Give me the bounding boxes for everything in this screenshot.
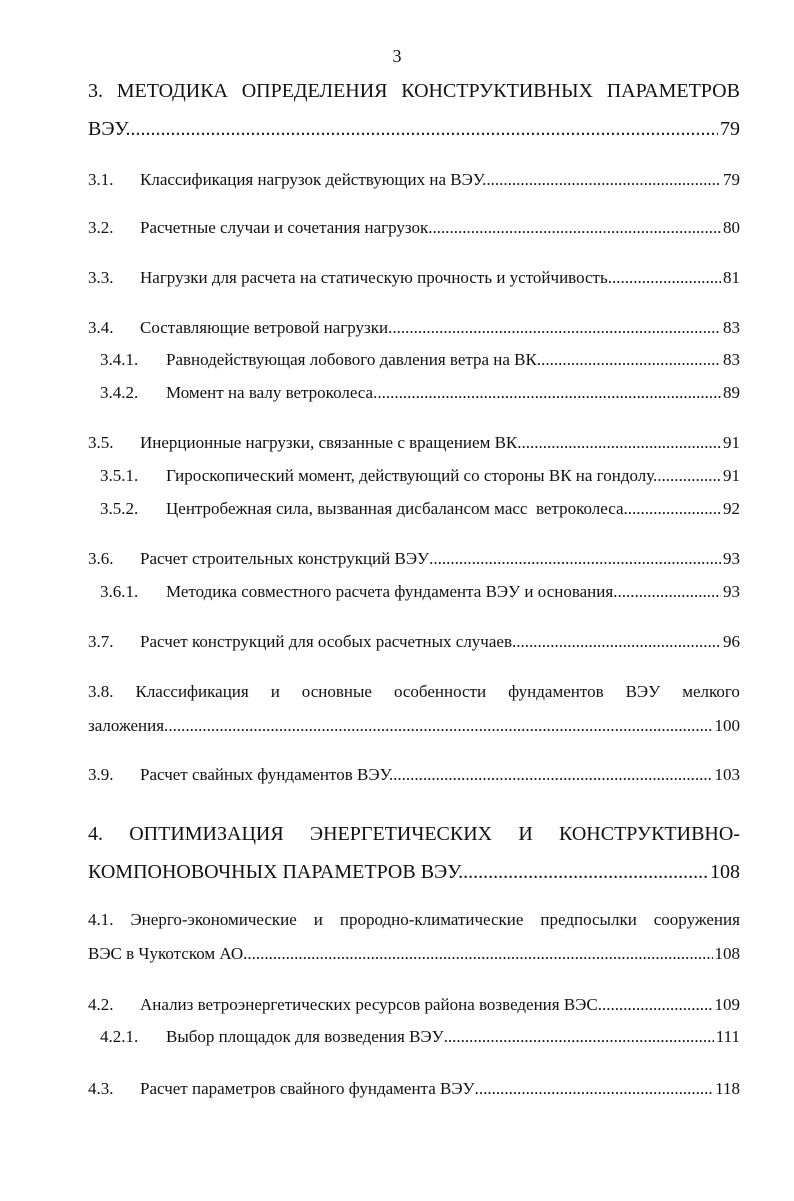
toc-num: 3.4. <box>88 318 114 337</box>
toc-entry-3-2 <box>88 218 740 242</box>
toc-entry-4-1-heading <box>88 910 740 934</box>
toc-chapter-4-word: ЭНЕРГЕТИЧЕСКИХ <box>309 823 493 845</box>
leader-dots <box>612 268 721 288</box>
toc-title: Момент на валу ветроколеса. <box>166 383 378 402</box>
leader-dots <box>486 170 721 190</box>
toc-entry-3-8-word: фундаментов <box>508 682 604 701</box>
toc-page: 79 <box>723 170 740 189</box>
leader-dots <box>522 433 721 453</box>
toc-chapter-3-word: ОПРЕДЕЛЕНИЯ <box>241 80 388 102</box>
leader-dots <box>617 582 721 602</box>
toc-chapter-4-title-end: КОМПОНОВОЧНЫХ ПАРАМЕТРОВ ВЭУ. <box>88 861 464 883</box>
toc-entry-3-5 <box>88 433 740 457</box>
toc-page: 81 <box>723 268 740 287</box>
toc-page: 83 <box>723 350 740 369</box>
toc-entry-3-8-word: Классификация <box>135 682 249 701</box>
toc-chapter-3-title-end: ВЭУ. <box>88 118 131 140</box>
toc-entry-3-8-word: особенности <box>393 682 487 701</box>
page-number: 3 <box>392 46 402 66</box>
toc-num: 3.5.1. <box>100 466 139 485</box>
toc-chapter-3-word: КОНСТРУКТИВНЫХ <box>401 80 593 102</box>
toc-page: 80 <box>723 218 740 237</box>
leader-dots <box>377 383 721 403</box>
toc-title-end: заложения. <box>88 716 169 735</box>
toc-chapter-3-word: МЕТОДИКА <box>116 80 228 102</box>
toc-entry-4-1-word: сооружения <box>653 910 740 929</box>
toc-entry-3-1 <box>88 170 740 194</box>
toc-page: 108 <box>714 944 740 963</box>
toc-entry-3-4 <box>88 318 740 342</box>
leader-dots <box>168 716 712 736</box>
toc-chapter-4-word: КОНСТРУКТИВНО- <box>559 823 740 845</box>
toc-num: 3.5.2. <box>100 499 139 518</box>
toc-num: 3.6.1. <box>100 582 139 601</box>
toc-title: Гироскопический момент, действующий со стороны ВК на гондолу. <box>166 466 658 485</box>
toc-title: Расчет параметров свайного фундамента ВЭУ <box>140 1079 475 1098</box>
toc-page: 96 <box>723 632 740 651</box>
leader-dots <box>247 944 712 964</box>
toc-page: 103 <box>714 765 740 784</box>
toc-page: 89 <box>723 383 740 402</box>
toc-entry-4-1-word: и <box>313 910 323 929</box>
toc-chapter-4-word: И <box>518 823 533 845</box>
leader-dots <box>433 218 721 238</box>
toc-title: Равнодействующая лобового давления ветра на ВК. <box>166 350 542 369</box>
toc-entry-4-1-word: 4.1. <box>88 910 114 929</box>
toc-num: 4.2. <box>88 995 114 1014</box>
toc-num: 3.9. <box>88 765 114 784</box>
toc-entry-3-4-1 <box>100 350 740 374</box>
toc-entry-3-8-word: и <box>270 682 280 701</box>
toc-entry-3-4-2 <box>100 383 740 407</box>
toc-entry-3-8-word: мелкого <box>682 682 740 701</box>
leader-dots <box>388 318 721 338</box>
toc-page: 91 <box>723 466 740 485</box>
toc-chapter-3-heading <box>88 80 740 108</box>
leader-dots <box>463 861 708 884</box>
leader-dots <box>130 118 718 141</box>
toc-page: 91 <box>723 433 740 452</box>
toc-title: Классификация нагрузок действующих на ВЭУ. <box>140 170 487 189</box>
toc-entry-3-8-word: основные <box>301 682 372 701</box>
toc-entry-4-1-word: предпосылки <box>540 910 637 929</box>
toc-entry-3-8-word: ВЭУ <box>625 682 661 701</box>
toc-num: 3.4.2. <box>100 383 139 402</box>
toc-title: Выбор площадок для возведения ВЭУ <box>166 1027 444 1046</box>
toc-num: 3.6. <box>88 549 114 568</box>
leader-dots <box>602 995 713 1015</box>
toc-title: Расчет строительных конструкций ВЭУ <box>140 549 430 568</box>
toc-num: 3.1. <box>88 170 114 189</box>
toc-chapter-3-word: 3. <box>88 80 103 102</box>
toc-title: Центробежная сила, вызванная дисбалансом масс ветроколеса. <box>166 499 628 518</box>
toc-entry-3-6-1 <box>100 582 740 606</box>
toc-page: 109 <box>714 995 740 1014</box>
toc-num: 3.4.1. <box>100 350 139 369</box>
toc-entry-4-1 <box>88 910 740 968</box>
leader-dots <box>393 765 712 785</box>
toc-entry-4-1-word: Энерго-экономические <box>130 910 297 929</box>
toc-page: 100 <box>714 716 740 735</box>
leader-dots <box>475 1079 714 1099</box>
toc-entry-3-9 <box>88 765 740 789</box>
toc-page: 118 <box>715 1079 740 1098</box>
toc-num: 3.5. <box>88 433 114 452</box>
toc-num: 3.3. <box>88 268 114 287</box>
toc-title: Расчет свайных фундаментов ВЭУ. <box>140 765 394 784</box>
toc-entry-3-8-heading <box>88 682 740 706</box>
toc-num: 3.2. <box>88 218 114 237</box>
toc-page: 83 <box>723 318 740 337</box>
toc-page: 93 <box>723 582 740 601</box>
toc-entry-3-5-1 <box>100 466 740 490</box>
toc-page: 111 <box>715 1027 740 1046</box>
toc-entry-4-2 <box>88 995 740 1019</box>
toc-entry-3-5-2 <box>100 499 740 523</box>
toc-title: Расчетные случаи и сочетания нагрузок. <box>140 218 433 237</box>
toc-entry-3-8-word: 3.8. <box>88 682 114 701</box>
toc-num: 3.7. <box>88 632 114 651</box>
toc-title: Расчет конструкций для особых расчетных случаев. <box>140 632 517 651</box>
toc-chapter-4-word: ОПТИМИЗАЦИЯ <box>129 823 284 845</box>
toc-title: Анализ ветроэнергетических ресурсов района возведения ВЭС. <box>140 995 602 1014</box>
toc-title: Методика совместного расчета фундамента ВЭУ и основания. <box>166 582 618 601</box>
toc-entry-3-8 <box>88 682 740 740</box>
leader-dots <box>429 549 721 569</box>
toc-entry-4-1-word: прородно-климатические <box>339 910 524 929</box>
toc-title-end: ВЭС в Чукотском АО. <box>88 944 248 963</box>
leader-dots <box>516 632 721 652</box>
toc-title: Инерционные нагрузки, связанные с вращением ВК. <box>140 433 522 452</box>
toc-entry-4-3 <box>88 1079 740 1103</box>
toc-chapter-3 <box>88 80 740 146</box>
toc-chapter-4-heading <box>88 823 740 851</box>
toc-title: Нагрузки для расчета на статическую прочность и устойчивость. <box>140 268 612 287</box>
toc-title: Составляющие ветровой нагрузки <box>140 318 389 337</box>
toc-entry-4-2-1 <box>100 1027 740 1051</box>
toc-entry-3-7 <box>88 632 740 656</box>
toc-page: 93 <box>723 549 740 568</box>
toc-page: 108 <box>710 861 740 883</box>
leader-dots <box>657 466 721 486</box>
toc-chapter-4-word: 4. <box>88 823 103 845</box>
leader-dots <box>541 350 721 370</box>
toc-entry-3-3 <box>88 268 740 292</box>
toc-page: 79 <box>720 118 740 140</box>
leader-dots <box>444 1027 714 1047</box>
toc-entry-3-6 <box>88 549 740 573</box>
toc-chapter-4 <box>88 823 740 889</box>
toc-chapter-3-word: ПАРАМЕТРОВ <box>606 80 740 102</box>
toc-num: 4.3. <box>88 1079 114 1098</box>
toc-page: 92 <box>723 499 740 518</box>
leader-dots <box>628 499 721 519</box>
toc-num: 4.2.1. <box>100 1027 139 1046</box>
